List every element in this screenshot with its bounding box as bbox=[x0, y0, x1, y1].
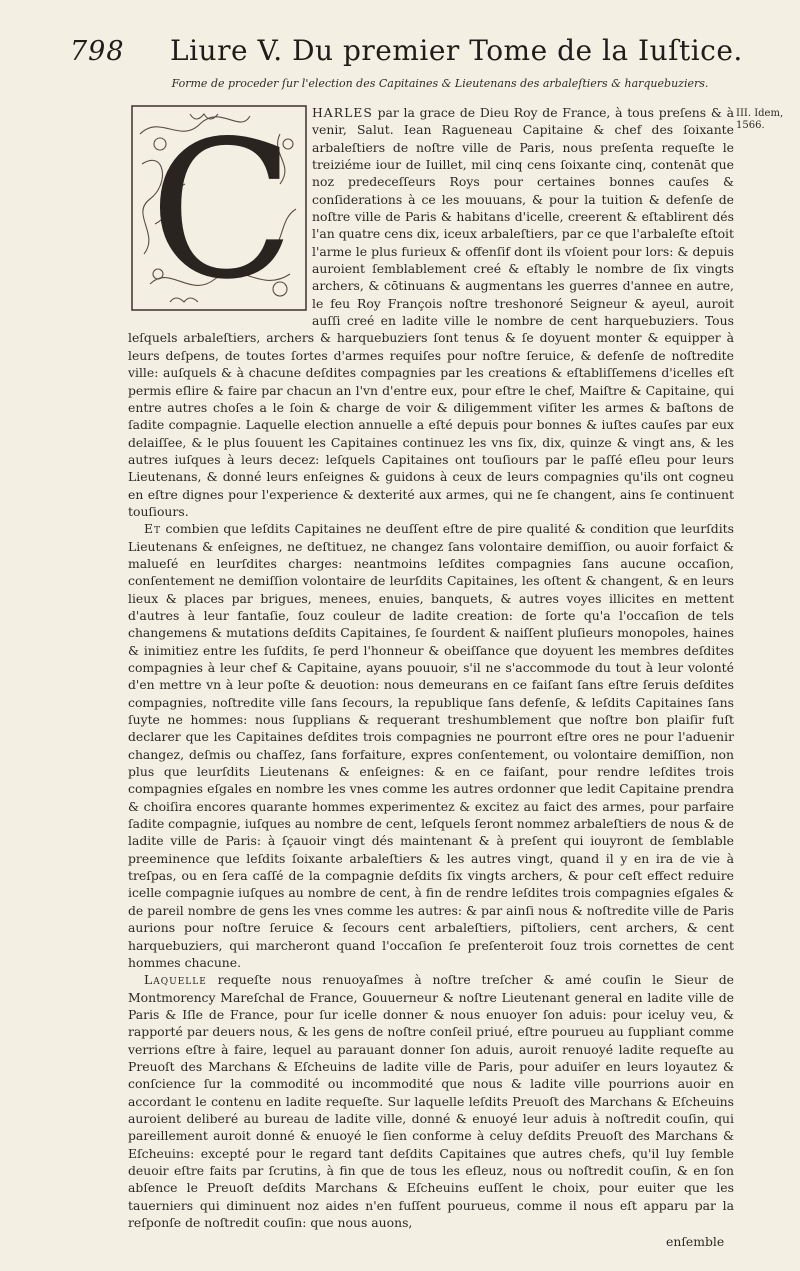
paragraph-text: par la grace de Dieu Roy de France, à tous preſens & à venir, Salut. Iean Ragueneau Capitaine & chef des ſoixante arbaleſtiers de noſtre ville de Paris, nous preſenta requeſte le treiziéme iour de Iuillet, mil cinq cens ſoixante cinq, contenāt que noz predeceſſeurs Roys pour certaines bonnes cauſes & conſiderations à ce les mouuans, & pour la tuition & defenſe de noſtre ville de Paris & habitans d'icelle, creerent & eſtablirent dés l'an quatre cens dix, iceux arbaleſtiers, par ce que l'arbaleſte eſtoit l'arme le plus furieux & offenſif dont ils vſoient pour lors: & depuis auroient ſemblablement creé & eſtably le nombre de ſix vingts archers, & cōtinuans & augmentans les guerres d'annee en autre, le feu Roy François noſtre treshonoré Seigneur & ayeul, auroit auſſi creé en ladite ville le nombre de cent harquebuziers. Tous leſquels arbaleſtiers, archers & harquebuziers ſont tenus & ſe doyuent monter & equipper à leurs deſpens, de toutes ſortes d'armes requiſes pour noſtre ſeruice, & defenſe de noſtredite ville: auſquels & à chacune deſdites compagnies par les creations & eſtabliſſemens d'icelles eſt permis eſlire & faire par chacun an l'vn d'entre eux, pour eſtre le chef, Maiſtre & Capitaine, qui entre autres choſes a le ſoin & charge de voir & diligemment viſiter les armes & baſtons de ſadite compagnie. Laquelle election annuelle a eſté depuis pour bonnes & iuſtes cauſes par eux delaiſſee, & le plus ſouuent les Capitaines continuez les vns ſix, dix, quinze & vingt ans, & les autres iuſques à leurs decez: leſquels Capitaines ont touſiours par le paſſé eſleu pour leurs Lieutenans, & donné leurs enſeignes & guidons à ceux de leurs compagnies qu'ils ont cogneu en eſtre dignes pour l'experience & dexterité aux armes, qui ne ſe changent, ains ſe continuent touſiours. bbox=[128, 105, 734, 519]
paragraph-2 bbox=[128, 520, 734, 971]
chapter-title: Forme de proceder ſur l'election des Capitaines & Lieutenans des arbaleſtiers & harquebuziers. bbox=[171, 77, 709, 90]
paragraph-lead: Laquelle bbox=[144, 972, 207, 988]
paragraph-lead: Et bbox=[144, 521, 162, 537]
running-title: Liure V. Du premier Tome de la Iuſtice. bbox=[170, 34, 743, 67]
catchword: enſemble bbox=[666, 1234, 725, 1249]
ornamental-drop-cap-icon bbox=[130, 104, 308, 312]
page-number: 798 bbox=[70, 36, 125, 67]
svg-text:C: C bbox=[149, 104, 295, 312]
margin-note: III. Idem, 1566. bbox=[736, 108, 784, 131]
paragraph-text: combien que leſdits Capitaines ne deuſſent eſtre de pire qualité & condition que leurſdits Lieutenans & enſeignes, ne deſtituez, ne changez ſans volontaire demiſſion, ou auoir forfaict & malueſé en leurſdites charges: neantmoins leſdites compagnies ſans aucune occaſion, conſentement ne demiſſion volontaire de leurſdits Capitaines, les oſtent & changent, & en leurs lieux & places par brigues, menees, enuies, banquets, & autres voyes illicites en mettent d'autres à leur fantaſie, ſouz couleur de ladite creation: de ſorte qu'a l'occaſion de tels changemens & mutations deſdits Capitaines, ſe ſourdent & naiſſent pluſieurs monopoles, haines & inimitiez entre les ſuſdits, ſe perd l'honneur & obeiſſance que doyuent les membres deſdites compagnies à leur chef & Capitaine, ayans pouuoir, s'il ne s'accommode du tout à leur volonté d'en mettre vn à leur poſte & deuotion: nous demeurans en ce faiſant ſans eſtre ſeruis deſdites compagnies, noſtredite ville ſans ſecours, la republique ſans defenſe, & leſdits Capitaines ſans ſuyte ne hommes: nous ſupplians & requerant treshumblement que noſtre bon plaiſir fuſt declarer que les Capitaines deſdites trois compagnies ne pourront eſtre ores ne pour l'aduenir changez, deſmis ou chaſſez, ſans forfaiture, expres conſentement, ou volontaire demiſſion, non plus que leurſdits Lieutenans & enſeignes: & en ce faiſant, pour rendre leſdites trois compagnies eſgales en nombre les vnes comme les autres ordonner que ledit Capitaine prendra & choiſira encores quarante hommes experimentez & excitez au faict des armes, pour parfaire ſadite compagnie, iuſques au nombre de cent, leſquels ſeront nommez arbaleſtiers de nous & de ladite ville de Paris: à ſçauoir vingt dés maintenant & à preſent qui iouyront de ſemblable preeminence que leſdits ſoixante arbaleſtiers & les autres vingt, quand il y en ira de vie à treſpas, ou en ſera caſſé de la compagnie deſdits ſix vingts archers, & pour ceſt effect reduire icelle compagnie iuſques au nombre de cent, à fin de rendre leſdites trois compagnies eſgales & de pareil nombre de gens les vnes comme les autres: & par ainſi nous & noſtredite ville de Paris aurions pour noſtre ſeruice & ſecours cent arbaleſtiers, piſtoliers, cent archers, & cent harquebuziers, qui marcheront quand l'occaſion ſe preſenteroit ſouz trois cornettes de cent hommes chacune. bbox=[128, 521, 734, 970]
paragraph-text: requeſte nous renuoyaſmes à noſtre treſcher & amé couſin le Sieur de Montmorency Mareſchal de France, Gouuerneur & noſtre Lieutenant general en ladite ville de Paris & Iſle de France, pour ſur icelle donner & nous enuoyer ſon aduis: pour iceluy veu, & rapporté par deuers nous, & les gens de noſtre conſeil priué, eſtre pourueu au ſuppliant comme verrions eſtre à faire, lequel au parauant donner ſon aduis, auroit renuoyé ladite requeſte au Preuoſt des Marchans & Eſcheuins de ladite ville de Paris, pour aduiſer en leurs loyautez & conſcience ſur la commodité ou incommodité que nous & ladite ville pourrions auoir en accordant le contenu en ladite requeſte. Sur laquelle leſdits Preuoſt des Marchans & Eſcheuins auroient deliberé au bureau de ladite ville, donné & enuoyé leur aduis à noſtredit couſin, qui pareillement auroit donné & enuoyé le ſien conforme à celuy deſdits Preuoſt des Marchans & Eſcheuins: excepté pour le regard tant deſdits Capitaines que autres chefs, qu'il luy ſemble deuoir eſtre faits par ſcrutins, à fin que de tous les eſleuz, nous ou noſtredit couſin, & en ſon abſence le Preuoſt deſdits Marchans & Eſcheuins euſſent le choix, pour euiter que les tauerniers qui diminuent noz aides n'en fuſſent pourueus, comme il nous eſt apparu par la reſponſe de noſtredit couſin: que nous auons, bbox=[128, 972, 734, 1230]
paragraph-3 bbox=[128, 971, 734, 1231]
paragraph-lead: HARLES bbox=[312, 105, 373, 120]
